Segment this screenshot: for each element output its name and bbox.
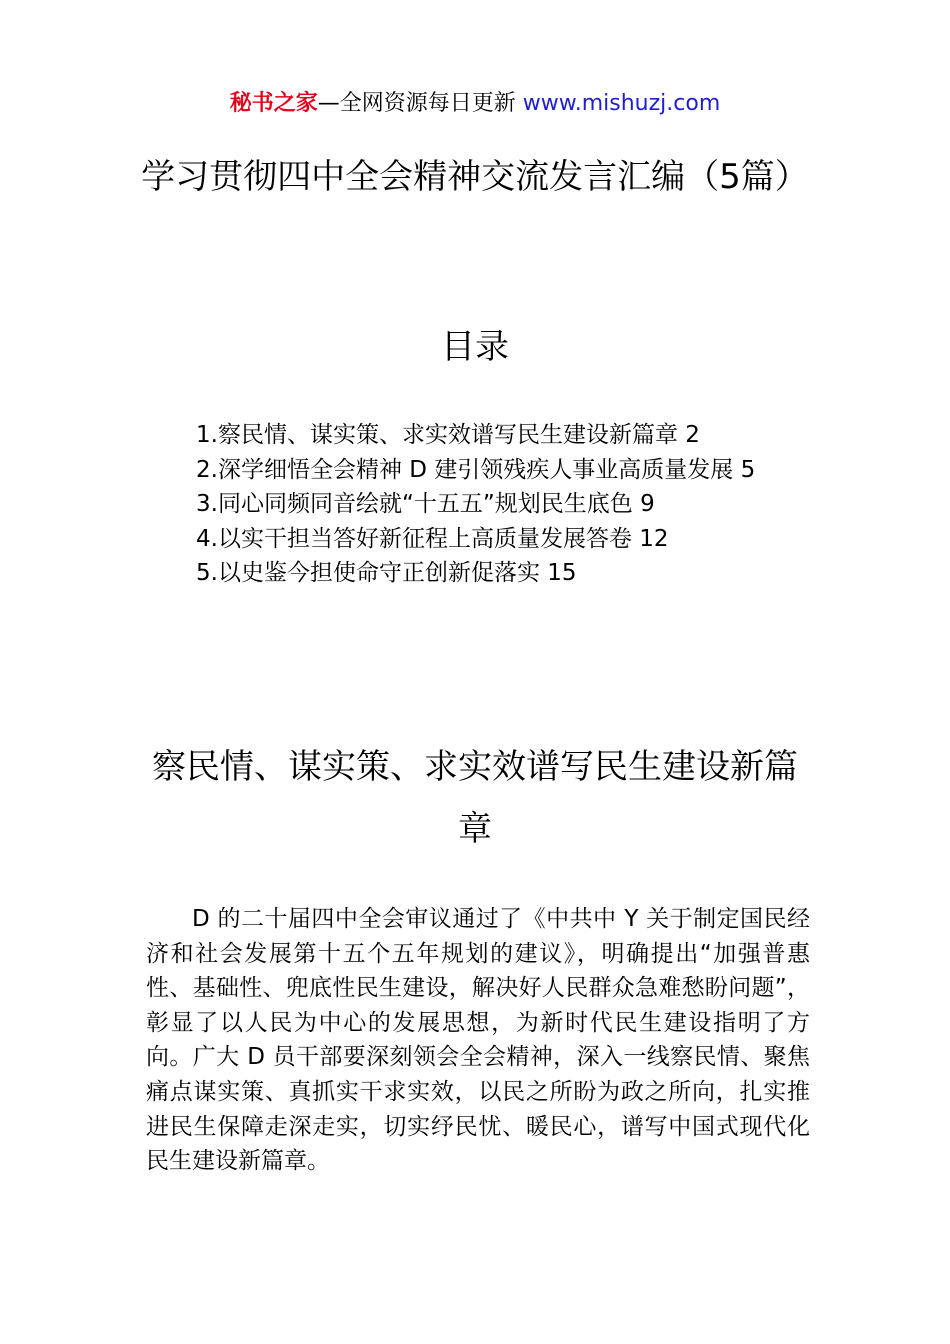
toc-item-1[interactable]: 1.察民情、谋实策、求实效谱写民生建设新篇章 2 xyxy=(196,422,700,448)
site-url-link[interactable]: www.mishuzj.com xyxy=(522,91,721,116)
toc-item-3[interactable]: 3.同心同频同音绘就“十五五”规划民生底色 9 xyxy=(196,491,655,517)
document-title: 学习贯彻四中全会精神交流发言汇编（5篇） xyxy=(141,157,809,197)
toc-item-2[interactable]: 2.深学细悟全会精神 D 建引领残疾人事业高质量发展 5 xyxy=(196,456,756,483)
toc-item-4[interactable]: 4.以实干担当答好新征程上高质量发展答卷 12 xyxy=(196,525,669,552)
table-of-contents xyxy=(146,418,810,591)
site-tagline: —全网资源每日更新 xyxy=(317,91,523,116)
toc-heading: 目录 xyxy=(441,327,509,367)
site-brand: 秘书之家 xyxy=(229,91,318,116)
section-paragraph: D 的二十届四中全会审议通过了《中共中 Y 关于制定国民经济和社会发展第十五个五年规划的建议》，明确提出“加强普惠性、基础性、兜底性民生建设，解决好人民群众急难愁盼问题”，彰显了以人民为中心的发展思想，为新时代民生建设指明了方向。广大 D 员干部要深刻领会全会精神，深入一线察民情、聚焦痛点谋实策、真抓实干求实效，以民之所盼为政之所向，扎实推进民生保障走深走实，切实纾民忧、暖民心，谱写中国式现代化民生建设新篇章。 xyxy=(146,906,810,1175)
site-header xyxy=(0,88,950,120)
toc-item-5[interactable]: 5.以史鉴今担使命守正创新促落实 15 xyxy=(196,560,577,586)
section-title: 察民情、谋实策、求实效谱写民生建设新篇章 xyxy=(152,747,798,849)
